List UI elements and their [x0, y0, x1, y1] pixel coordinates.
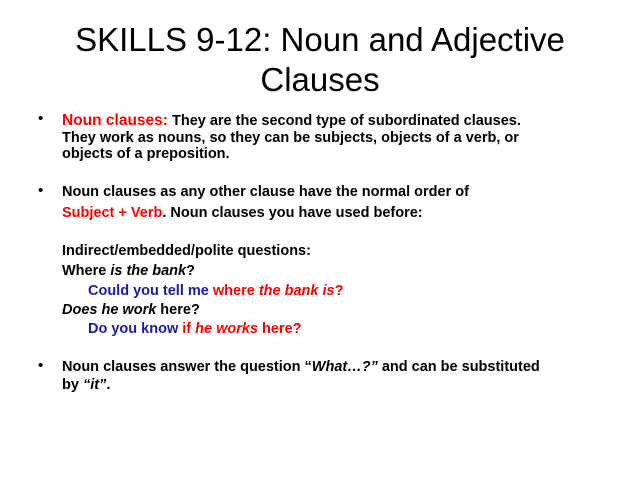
example-2-answer-blue: Do you know [88, 321, 183, 337]
example-1-answer-blue: Could you tell me [88, 283, 213, 299]
example-2-answer-here: here? [258, 321, 302, 337]
title-line-1: SKILLS 9-12: Noun and Adjective [75, 21, 565, 58]
bullet-3-line-1 [62, 359, 602, 376]
bullet-marker-2: • [38, 182, 44, 199]
example-1-answer-qmark: ? [334, 283, 344, 299]
example-1-question [62, 263, 602, 280]
example-1-answer [88, 283, 628, 300]
bullet-3-what: What…?” [311, 359, 378, 375]
example-2-answer-if: if [182, 321, 196, 337]
bullet-3-period: . [106, 377, 111, 393]
bullet-2-line-1: Noun clauses as any other clause have the normal order of [62, 184, 469, 200]
slide-title [30, 20, 610, 100]
noun-clauses-term: Noun clauses: [62, 112, 168, 129]
bullet-3-line-2 [62, 377, 602, 394]
bullet-1-line-1 [62, 112, 602, 130]
example-1-qmark: ? [186, 263, 195, 279]
bullet-1-text: They are the second type of subordinated clauses. [167, 113, 521, 129]
bullet-1-line-2: They work as nouns, so they can be subjects, objects of a verb, or [62, 130, 519, 146]
indirect-questions-heading: Indirect/embedded/polite questions: [62, 243, 311, 259]
bullet-2-line-2-rest: . Noun clauses you have used before: [162, 205, 423, 221]
example-2-answer [88, 321, 628, 338]
bullet-2-line-2 [62, 205, 602, 222]
example-1-answer-italic: the bank is [258, 283, 335, 299]
bullet-3-by: by [62, 377, 83, 393]
bullet-marker-1: • [38, 110, 44, 127]
example-1-where: Where [62, 263, 111, 279]
bullet-marker-3: • [38, 357, 44, 374]
title-line-2: Clauses [260, 61, 380, 98]
example-2-here: here? [156, 302, 200, 318]
bullet-3-text-2: and can be substituted [377, 359, 540, 375]
example-1-italic: is the bank [110, 263, 187, 279]
subject-verb-term: Subject + Verb [62, 205, 163, 221]
bullet-3-text: Noun clauses answer the question “ [62, 359, 312, 375]
example-2-question [62, 302, 602, 319]
example-2-italic: Does he work [62, 302, 157, 318]
example-2-answer-italic: he works [195, 321, 258, 337]
bullet-3-it: “it” [82, 377, 107, 393]
bullet-1-line-3: objects of a preposition. [62, 146, 230, 162]
example-1-answer-where: where [212, 283, 259, 299]
